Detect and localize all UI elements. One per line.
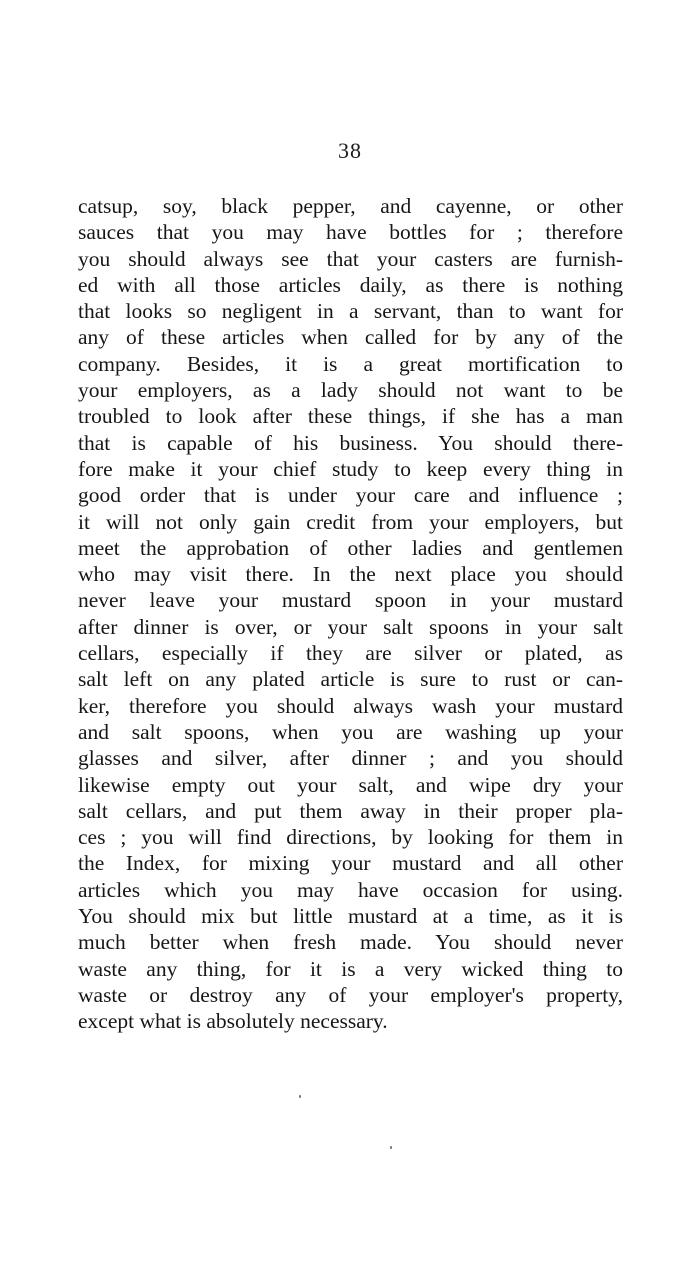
text-line: catsup, soy, black pepper, and cayenne, or other <box>78 194 623 218</box>
text-line: your employers, as a lady should not want to be <box>78 378 623 403</box>
text-line: ed with all those articles daily, as there is nothing <box>78 272 623 297</box>
text-line: that is capable of his business. You should there- <box>78 430 623 455</box>
text-line: any of these articles when called for by any of the <box>78 325 623 350</box>
page-number: 38 <box>338 138 362 163</box>
text-line: that looks so negligent in a servant, than to want for <box>78 299 623 324</box>
text-line: likewise empty out your salt, and wipe dry your <box>78 772 623 797</box>
text-line: waste any thing, for it is a very wicked thing to <box>78 956 623 981</box>
text-line: the Index, for mixing your mustard and all other <box>78 851 623 876</box>
text-line: glasses and silver, after dinner ; and you should <box>78 746 623 771</box>
text-line: never leave your mustard spoon in your mustard <box>78 588 623 613</box>
text-line: meet the approbation of other ladies and gentlemen <box>78 535 623 560</box>
text-line: articles which you may have occasion for using. <box>78 877 623 902</box>
text-line: salt left on any plated article is sure to rust or can- <box>78 667 623 692</box>
text-line: troubled to look after these things, if she has a man <box>78 404 623 429</box>
text-line-last: except what is absolutely necessary. <box>78 1009 388 1034</box>
text-line: company. Besides, it is a great mortification to <box>78 351 623 376</box>
text-line: after dinner is over, or your salt spoons in your salt <box>78 614 623 639</box>
text-line: cellars, especially if they are silver or plated, as <box>78 641 623 666</box>
text-line: sauces that you may have bottles for ; therefore <box>78 220 623 245</box>
body-text <box>78 193 623 1035</box>
text-line: ces ; you will find directions, by looking for them in <box>78 825 623 850</box>
text-line: it will not only gain credit from your employers, but <box>78 509 623 534</box>
text-line: who may visit there. In the next place you should <box>78 562 623 587</box>
text-line: good order that is under your care and influence ; <box>78 483 623 508</box>
text-line: ker, therefore you should always wash your mustard <box>78 693 623 718</box>
text-line: salt cellars, and put them away in their proper pla- <box>78 798 623 823</box>
text-line: waste or destroy any of your employer's property, <box>78 982 623 1007</box>
text-line: You should mix but little mustard at a time, as it is <box>78 904 623 929</box>
paper-speck <box>299 1095 301 1098</box>
text-line: and salt spoons, when you are washing up your <box>78 719 623 744</box>
text-line: much better when fresh made. You should never <box>78 930 623 955</box>
text-line: you should always see that your casters are furnish- <box>78 246 623 271</box>
text-line: fore make it your chief study to keep every thing in <box>78 456 623 481</box>
paper-speck <box>390 1146 392 1149</box>
